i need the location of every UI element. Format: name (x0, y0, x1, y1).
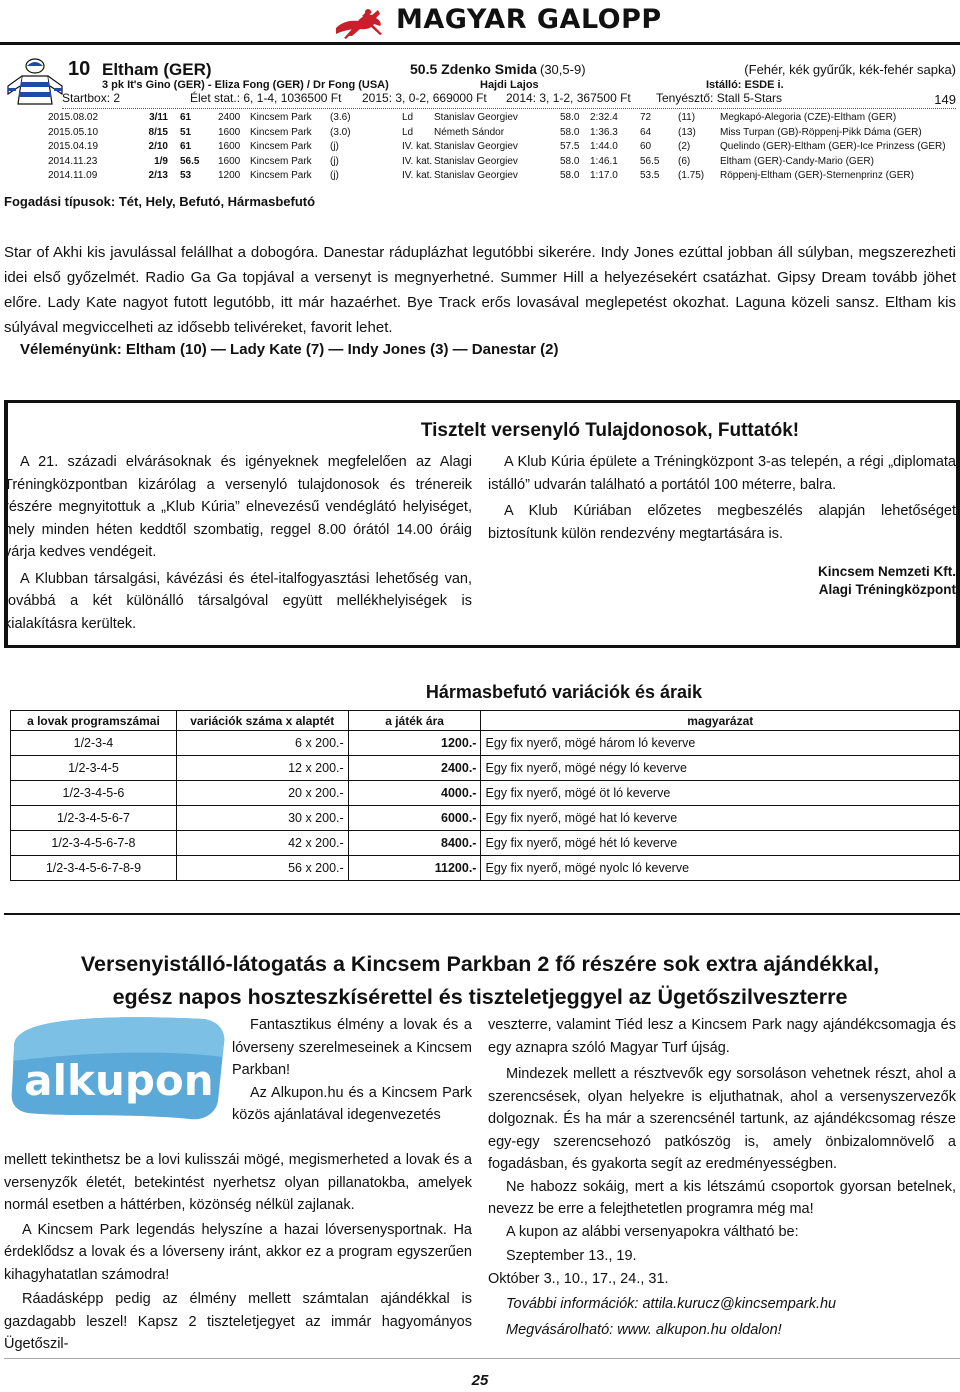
form-row (48, 127, 950, 142)
form-cell: Ld (402, 126, 414, 138)
form-cell: Megkapó-Alegoria (CZE)-Eltham (GER) (720, 112, 897, 123)
form-row (48, 141, 950, 156)
announcement-title (0, 420, 960, 442)
header-rule (0, 42, 960, 45)
variations-row (11, 756, 960, 781)
lifetime-stats: Élet stat.: 6, 1-4, 1036500 Ft (190, 91, 342, 105)
form-cell: 2014.11.09 (48, 170, 98, 181)
announcement-left-p1: A 21. századi elvárásoknak és igényeknek megfelelően az Alagi Tréningközpontban kizárólag a versenyló tulajdonosok és trénereik részére megnyitottuk a „Klub Kúria” elnevezésű vendéglátó helyiséget, mely minden héten keddtől szombatig, reggel 8.00 órától 14.00 óráig várja kedves vendégeit. (4, 454, 472, 560)
footer-rule (4, 1358, 960, 1359)
promo-l2a: Az Alkupon.hu és a Kincsem Park közös ajánlatával idegenvezetés (232, 1084, 472, 1123)
weight-jockey: 50.5 Zdenko Smida (410, 61, 537, 77)
form-cell: 2400 (218, 112, 241, 123)
form-cell: (2) (678, 141, 691, 152)
form-cell: 61 (180, 112, 192, 123)
form-cell: 2015.08.02 (48, 112, 99, 123)
variation-count-cell: 6 x 200.- (176, 731, 348, 756)
form-cell: Németh Sándor (434, 126, 505, 138)
game-price-cell: 11200.- (348, 856, 481, 881)
promo-l2b: mellett tekinthetsz be a lovi kulisszái mögé, megismerheted a lovak és a versenyzők életét, betekintést nyerhetsz olyan pillanatokba, amelyek normál esetben a háttérben, közönség nélkül zajlanak. (4, 1152, 472, 1213)
form-cell: 2015.04.19 (48, 141, 99, 152)
form-cell: 1600 (218, 126, 241, 138)
form-cell: 56.5 (180, 155, 200, 167)
racehorse-logo-icon (332, 6, 392, 42)
game-price-cell: 4000.- (348, 781, 481, 806)
form-cell: 1/9 (154, 155, 168, 167)
explanation-cell: Egy fix nyerő, mögé három ló keverve (481, 731, 960, 756)
form-cell: (j) (330, 141, 339, 152)
form-cell: 57.5 (560, 141, 580, 152)
explanation-cell: Egy fix nyerő, mögé nyolc ló keverve (481, 856, 960, 881)
promo-title (0, 948, 960, 1014)
form-cell: 58.0 (560, 170, 580, 181)
form-cell: Röppenj-Eltham (GER)-Sternenprinz (GER) (720, 170, 914, 181)
form-cell: Kincsem Park (250, 155, 312, 167)
form-cell: 1:36.3 (590, 126, 618, 138)
variation-count-cell: 12 x 200.- (176, 756, 348, 781)
form-cell: Stanislav Georgiev (434, 170, 518, 181)
game-price-cell: 8400.- (348, 831, 481, 856)
variation-count-cell: 20 x 200.- (176, 781, 348, 806)
promo-r6: Október 3., 10., 17., 24., 31. (488, 1270, 669, 1287)
form-cell: Kincsem Park (250, 170, 312, 181)
announcement-right-p2: A Klub Kúriában előzetes megbeszélés alapján lehetőséget biztosítunk külön rendezvény megtartására is. (488, 503, 956, 542)
trainer: Hajdi Lajos (480, 79, 539, 91)
form-cell: (j) (330, 155, 339, 167)
game-price-cell: 6000.- (348, 806, 481, 831)
variation-count-cell: 42 x 200.- (176, 831, 348, 856)
form-cell: 72 (640, 112, 652, 123)
header-program-numbers: a lovak programszámai (11, 711, 177, 731)
form-cell: 2014.11.23 (48, 155, 98, 167)
form-cell: (j) (330, 170, 339, 181)
form-cell: 1:46.1 (590, 155, 618, 167)
startbox: Startbox: 2 (62, 91, 121, 105)
promo-title-line-2: egész napos hoszteszkísérettel és tiszteletjeggyel az Ügetőszilveszterre (112, 985, 848, 1009)
announcement-signature (818, 563, 956, 599)
promo-title-line-1: Versenyistálló-látogatás a Kincsem Parkban 2 fő részére sok extra ajándékkal, (80, 952, 880, 976)
form-cell: (6) (678, 155, 691, 167)
form-cell: 3/11 (149, 112, 168, 123)
form-cell: 1:44.0 (590, 141, 618, 152)
form-cell: Ld (402, 112, 414, 123)
stats-2015: 2015: 3, 0-2, 669000 Ft (362, 91, 487, 105)
masthead-title: MAGYAR GALOPP (396, 4, 662, 35)
form-cell: (3.0) (330, 126, 351, 138)
announcement-left-column (4, 451, 472, 635)
variations-row (11, 856, 960, 881)
form-row (48, 156, 950, 171)
form-cell: Kincsem Park (250, 112, 312, 123)
stable: Istálló: ESDE i. (706, 79, 784, 91)
promo-intro (232, 1014, 472, 1127)
explanation-cell: Egy fix nyerő, mögé hét ló keverve (481, 831, 960, 856)
variations-row (11, 731, 960, 756)
form-cell: Quelindo (GER)-Eltham (GER)-Ice Prinzess (GER) (720, 141, 946, 152)
pedigree: 3 pk It's Gino (GER) - Eliza Fong (GER) / Dr Fong (USA) (102, 79, 389, 91)
jockey-record: (30,5-9) (540, 62, 586, 77)
program-numbers-cell: 1/2-3-4 (11, 731, 177, 756)
breeder: Tenyésztő: Stall 5-Stars (656, 91, 783, 105)
form-cell: 64 (640, 126, 652, 138)
variations-bottom-rule (4, 913, 960, 915)
horse-name: Eltham (GER) (102, 60, 212, 79)
form-cell: (1.75) (678, 170, 705, 181)
form-cell: 2:32.4 (590, 112, 618, 123)
form-cell: 1600 (218, 155, 241, 167)
form-cell: Kincsem Park (250, 126, 312, 138)
program-numbers-cell: 1/2-3-4-5-6-7-8 (11, 831, 177, 856)
announcement-left-p2: A Klubban társalgási, kávézási és étel-italfogyasztási lehetőség van, továbbá a két különálló társalgóval együtt mellékhelyiségek is kialakításra kerültek. (4, 570, 472, 632)
promo-more-info[interactable]: További információk: attila.kurucz@kincsempark.hu (506, 1296, 837, 1312)
form-cell: 58.0 (560, 126, 580, 138)
form-cell: Stanislav Georgiev (434, 155, 518, 167)
page-number: 25 (471, 1372, 489, 1389)
variations-row (11, 831, 960, 856)
form-row (48, 170, 950, 185)
explanation-cell: Egy fix nyerő, mögé négy ló keverve (481, 756, 960, 781)
header-explanation: magyarázat (481, 711, 960, 731)
form-cell: 2/10 (148, 141, 168, 152)
signature-company: Kincsem Nemzeti Kft. (817, 564, 956, 579)
promo-r4: A kupon az alábbi versenyapokra váltható be: (506, 1223, 799, 1240)
form-cell: (13) (678, 126, 696, 138)
form-cell: (11) (678, 112, 696, 123)
form-cell: 8/15 (148, 126, 168, 138)
form-cell: 1:17.0 (590, 170, 618, 181)
form-cell: 53.5 (640, 170, 660, 181)
variations-row (11, 781, 960, 806)
commentary: Star of Akhi kis javulással felállhat a dobogóra. Danestar ráduplázhat legutóbbi sikerére. Indy Jones ezúttal jobban áll súlyban, megszerezheti idei első győzelmét. Radio Ga Ga topjával a versenyt is megnyerhetné. Summer Hill a helyezésekért csatázhat. Gipsy Dream tovább jöhet előre. Lady Kate nagyot futott legutóbb, itt már hazaérhet. Bye Track erős lovasával meglepetést okozhat. Laguna közeli sansz. Eltham kis súlyával megviccelheti az idősebb telivéreket, favorit lehet. (4, 244, 956, 336)
program-numbers-cell: 1/2-3-4-5-6 (11, 781, 177, 806)
promo-right-column (488, 1014, 956, 1341)
stats-2014: 2014: 3, 1-2, 367500 Ft (506, 91, 631, 105)
masthead (332, 0, 662, 44)
form-cell: 2015.05.10 (48, 126, 99, 138)
bet-types: Fogadási típusok: Tét, Hely, Befutó, Hármasbefutó (4, 194, 316, 209)
form-cell: (3.6) (330, 112, 351, 123)
form-cell: 1200 (218, 170, 241, 181)
announcement-bottom-rule (4, 645, 960, 648)
variations-title: Hármasbefutó variációk és áraik (425, 682, 703, 702)
variations-row (11, 806, 960, 831)
form-cell: 58.0 (560, 155, 580, 167)
form-cell: 60 (640, 141, 652, 152)
alkupon-logo-icon (4, 1013, 234, 1125)
form-cell: Stanislav Georgiev (434, 141, 518, 152)
promo-purchase-link[interactable]: Megvásárolható: www. alkupon.hu oldalon! (506, 1321, 782, 1338)
promo-l1: Fantasztikus élmény a lovak és a lóverseny szerelmeseinek a Kincsem Parkban! (232, 1017, 472, 1078)
program-numbers-cell: 1/2-3-4-5 (11, 756, 177, 781)
explanation-cell: Egy fix nyerő, mögé öt ló keverve (481, 781, 960, 806)
form-cell: IV. kat. (402, 155, 433, 167)
form-cell: 58.0 (560, 112, 580, 123)
entry-number: 10 (68, 58, 91, 80)
dotted-separator (62, 108, 956, 109)
variation-count-cell: 56 x 200.- (176, 856, 348, 881)
variations-header-row (11, 711, 960, 731)
header-game-price: a játék ára (348, 711, 481, 731)
promo-r1: veszterre, valamint Tiéd lesz a Kincsem Park nagy ajándékcsomagja és egy aznapra szóló Magyar Turf újság. (488, 1017, 956, 1056)
form-cell: Miss Turpan (GB)-Röppenj-Pikk Dáma (GER) (720, 126, 922, 138)
promo-l3: A Kincsem Park legendás helyszíne a hazai lóversenysportnak. Ha érdeklődsz a lovak és a lóverseny iránt, akkor ez a program egyszerűen kihagyhatatlan számodra! (4, 1221, 472, 1283)
form-cell: 53 (180, 170, 192, 181)
explanation-cell: Egy fix nyerő, mögé hat ló keverve (481, 806, 960, 831)
promo-l4: Ráadásképp pedig az élmény mellett számtalan ajándékkal is gazdagabb leszel! Kapsz 2 tiszteletjegyet az immár hagyományos Ügetőszil- (4, 1291, 472, 1352)
form-row (48, 112, 950, 127)
form-cell: 61 (180, 141, 192, 152)
rating: 149 (934, 92, 956, 107)
racing-colors: (Fehér, kék gyűrűk, kék-fehér sapka) (744, 62, 956, 77)
promo-r5: Szeptember 13., 19. (506, 1248, 637, 1264)
form-cell: Stanislav Georgiev (434, 112, 518, 123)
form-cell: 1600 (218, 141, 241, 152)
signature-center: Alagi Tréningközpont (818, 582, 956, 597)
announcement-right-p1: A Klub Kúria épülete a Tréningközpont 3-as telepén, a régi „diplomata istálló” udvarán található a portától 100 méterre, balra. (488, 454, 956, 493)
header-variation-count: variációk száma x alaptét (176, 711, 348, 731)
announcement-right-column (488, 451, 956, 545)
form-table (48, 112, 950, 185)
game-price-cell: 1200.- (348, 731, 481, 756)
variation-count-cell: 30 x 200.- (176, 806, 348, 831)
promo-r2: Mindezek mellett a résztvevők egy sorsoláson vehetnek részt, ahol a szerencsések, olyan helyekre is eljuthatnak, ahol a versenyszervezők dolgoznak. És ha már a szerencsénél tartunk, az ajándékcsomag része egy-egy szerencsehozó patkószög is, amely önbizalomnövelő a fogadásban, és gyakorta segít az eredményességben. (488, 1066, 956, 1172)
variations-table (10, 710, 960, 881)
opinion: Véleményünk: Eltham (10) — Lady Kate (7) — Indy Jones (3) — Danestar (2) (20, 341, 559, 358)
form-cell: 51 (180, 126, 192, 138)
program-numbers-cell: 1/2-3-4-5-6-7 (11, 806, 177, 831)
form-cell: Kincsem Park (250, 141, 312, 152)
alkupon-logo-text: alkupon (24, 1056, 214, 1105)
form-cell: 2/13 (148, 170, 168, 181)
program-numbers-cell: 1/2-3-4-5-6-7-8-9 (11, 856, 177, 881)
form-cell: IV. kat. (402, 170, 433, 181)
promo-r3: Ne habozz sokáig, mert a kis létszámú csoportok gyorsan betelnek, nevezz be erre a felejthetetlen programra még ma! (488, 1178, 956, 1217)
form-cell: Eltham (GER)-Candy-Mario (GER) (720, 155, 874, 167)
form-cell: IV. kat. (402, 141, 433, 152)
game-price-cell: 2400.- (348, 756, 481, 781)
form-cell: 56.5 (640, 155, 660, 167)
announcement-top-rule (4, 400, 960, 403)
announcement-title-text: Tisztelt versenyló Tulajdonosok, Futtatók! (420, 420, 800, 441)
promo-left-column (4, 1149, 472, 1356)
